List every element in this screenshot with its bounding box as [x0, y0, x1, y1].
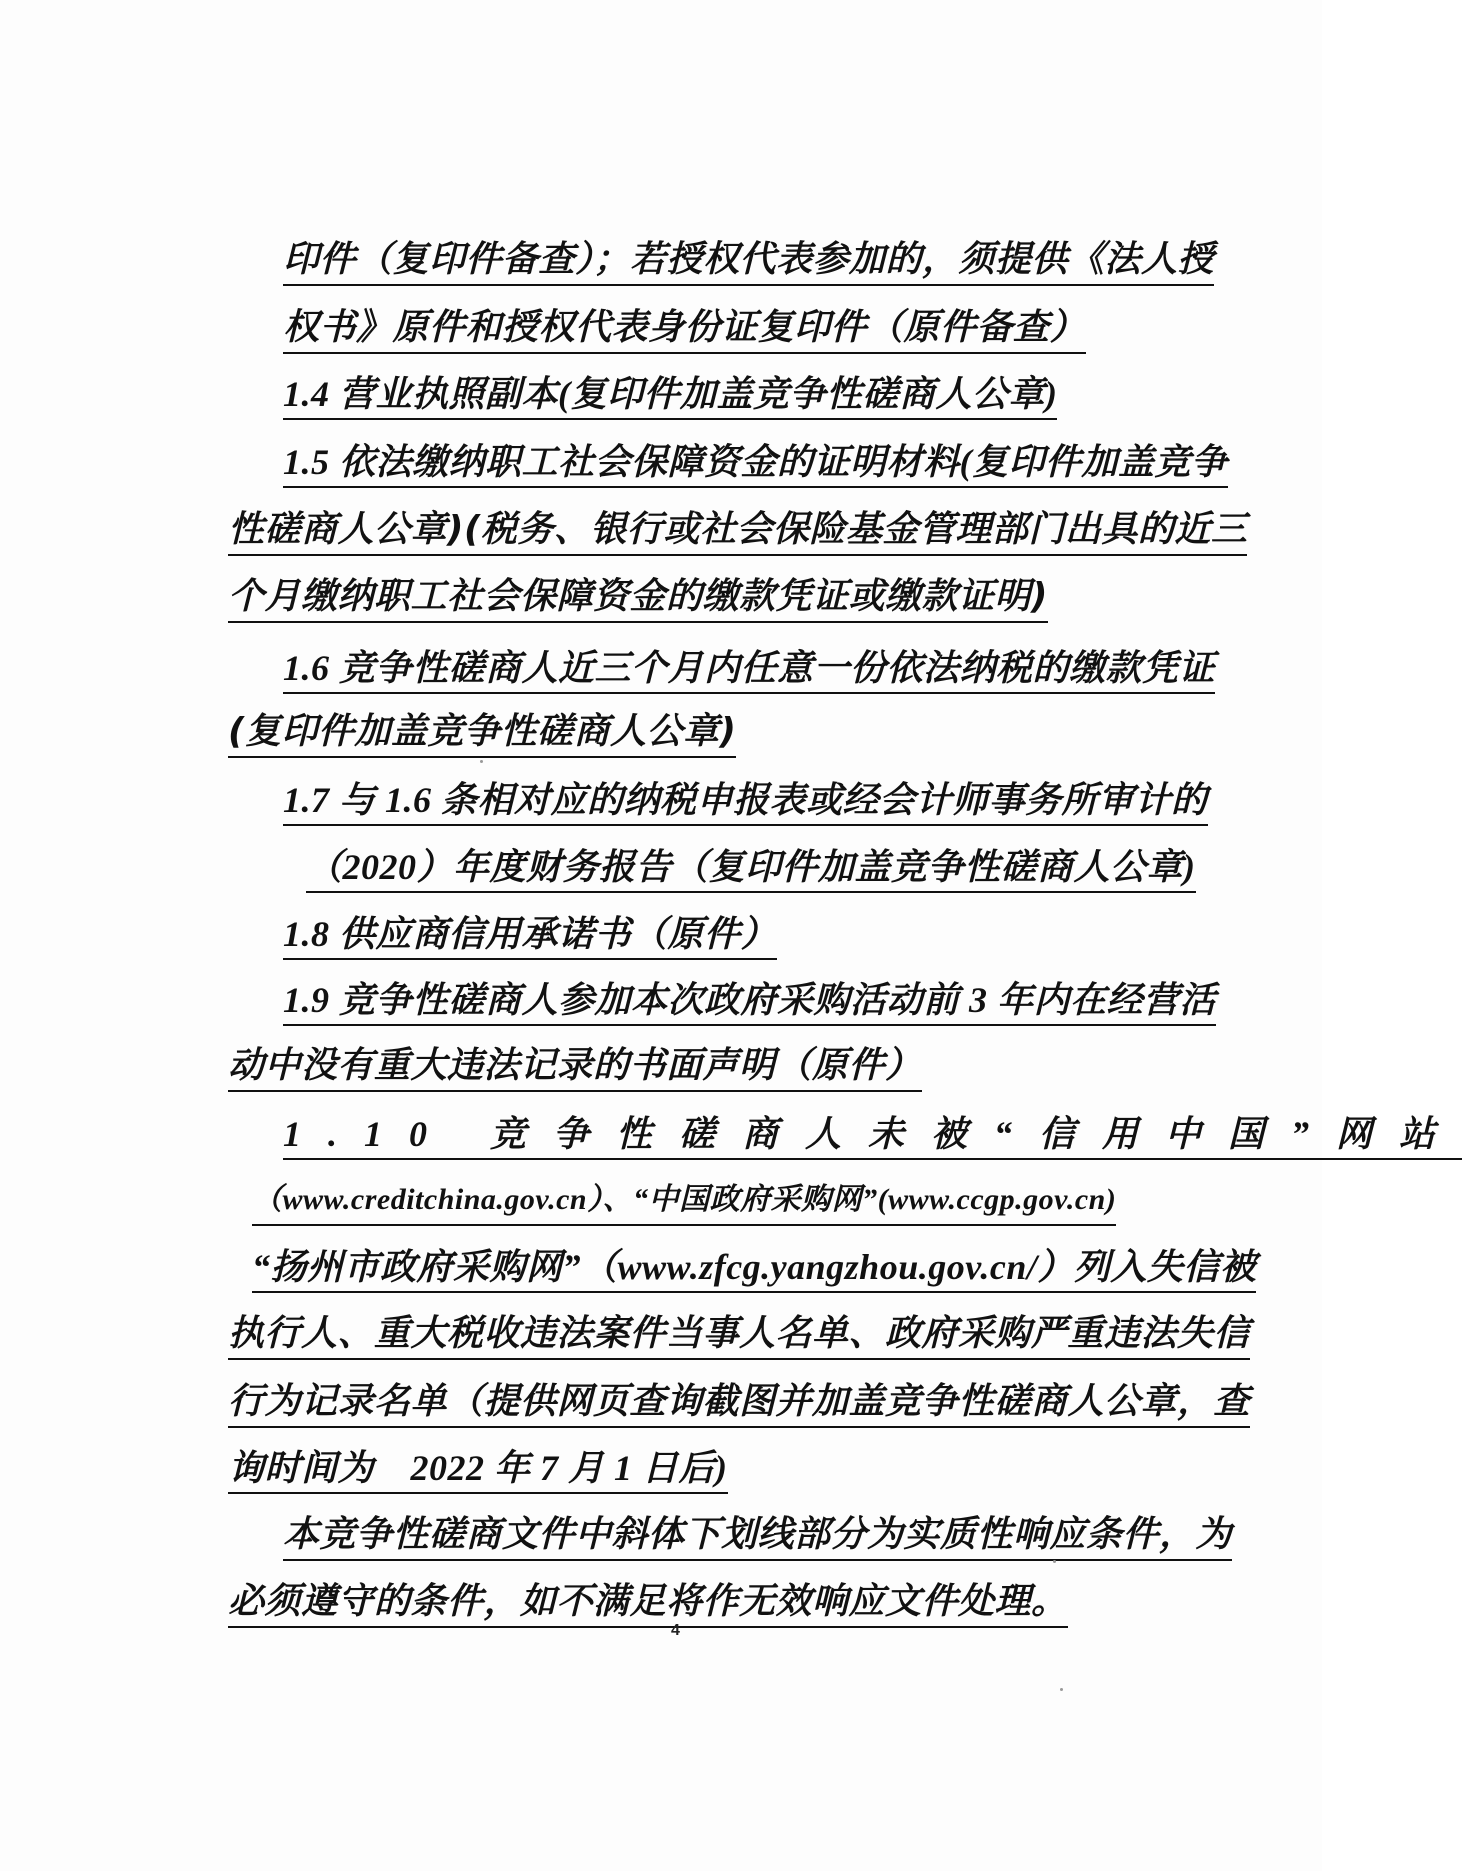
text-line-8: (复印件加盖竞争性磋商人公章) — [228, 710, 736, 758]
text-line-21: 必须遵守的条件，如不满足将作无效响应文件处理。 — [228, 1580, 1068, 1628]
text-line-1: 印件（复印件备查）；若授权代表参加的，须提供《法人授 — [283, 238, 1214, 286]
text-line-12: 1.9 竞争性磋商人参加本次政府采购活动前 3 年内在经营活 — [283, 978, 1216, 1026]
scan-speck — [1053, 1560, 1056, 1563]
page-number: 4 — [671, 1622, 680, 1639]
text-line-10: （2020）年度财务报告（复印件加盖竞争性磋商人公章) — [306, 845, 1196, 893]
text-line-6: 个月缴纳职工社会保障资金的缴款凭证或缴款证明) — [228, 575, 1048, 623]
text-line-11: 1.8 供应商信用承诺书（原件） — [283, 912, 777, 960]
text-line-17: 执行人、重大税收违法案件当事人名单、政府采购严重违法失信 — [228, 1312, 1250, 1360]
text-line-20: 本竞争性磋商文件中斜体下划线部分为实质性响应条件，为 — [283, 1513, 1232, 1561]
text-line-13: 动中没有重大违法记录的书面声明（原件） — [228, 1044, 922, 1092]
scan-speck — [1060, 1688, 1063, 1691]
text-line-7: 1.6 竞争性磋商人近三个月内任意一份依法纳税的缴款凭证 — [283, 646, 1215, 694]
text-line-19: 询时间为 2022 年 7 月 1 日后) — [228, 1446, 728, 1494]
text-line-14: 1.10 竞争性磋商人未被“信用中国”网站 — [283, 1112, 1462, 1160]
text-line-3: 1.4 营业执照副本(复印件加盖竞争性磋商人公章) — [283, 372, 1057, 420]
text-line-16: “扬州市政府采购网”（www.zfcg.yangzhou.gov.cn/）列入失信被 — [252, 1245, 1256, 1293]
text-line-5: 性磋商人公章)(税务、银行或社会保险基金管理部门出具的近三 — [228, 508, 1247, 556]
text-line-18: 行为记录名单（提供网页查询截图并加盖竞争性磋商人公章，查 — [228, 1380, 1250, 1428]
text-line-2: 权书》原件和授权代表身份证复印件（原件备查） — [283, 306, 1086, 354]
text-line-9: 1.7 与 1.6 条相对应的纳税申报表或经会计师事务所审计的 — [283, 778, 1208, 826]
scan-speck — [480, 760, 483, 763]
text-line-15: （www.creditchina.gov.cn）、“中国政府采购网”(www.ccgp.gov.cn) — [252, 1178, 1116, 1226]
text-line-4: 1.5 依法缴纳职工社会保障资金的证明材料(复印件加盖竞争 — [283, 440, 1228, 488]
